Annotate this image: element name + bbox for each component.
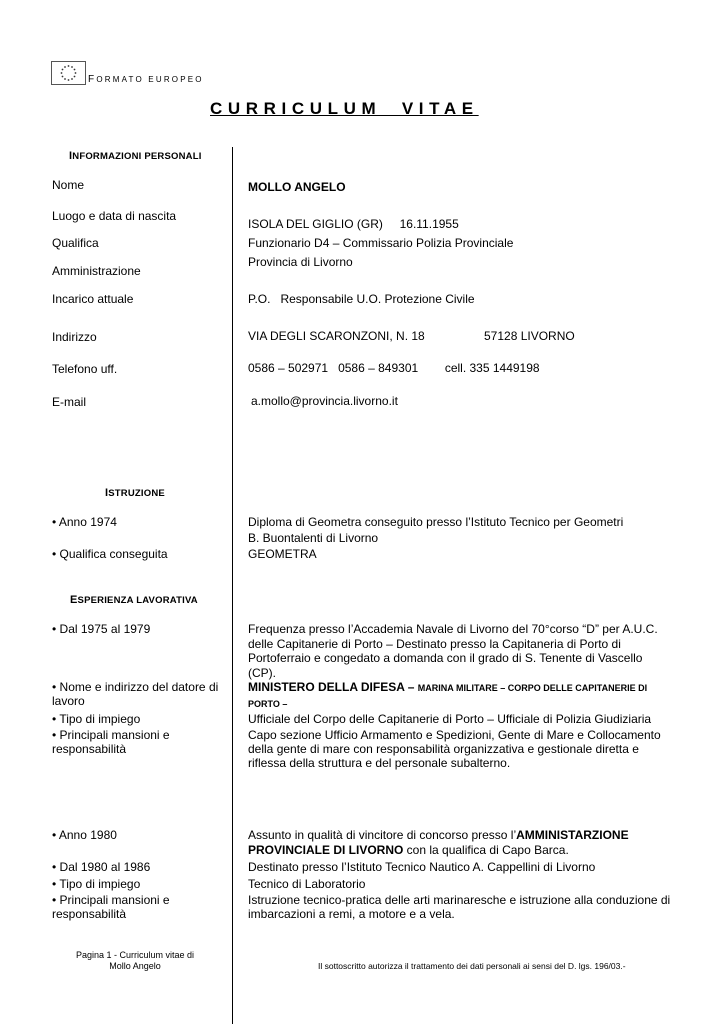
luogo-value: ISOLA DEL GIGLIO (GR) 16.11.1955	[248, 217, 459, 231]
education-qualifica-label: • Qualifica conseguita	[52, 547, 168, 561]
e2-anno-pre: Assunto in qualità di vincitore di concorso presso l’	[248, 828, 517, 842]
heading-rest: SPERIENZA LAVORATIVA	[77, 595, 198, 606]
indirizzo-city: 57128 LIVORNO	[484, 329, 575, 343]
nome-value: MOLLO ANGELO	[248, 180, 346, 194]
e2-mansioni-value: Istruzione tecnico-pratica delle arti marinaresche e istruzione alla conduzione di imbarcazioni a remi, a motore e a vela.	[248, 893, 671, 921]
indirizzo-street: VIA DEGLI SCARONZONI, N. 18	[248, 329, 425, 343]
e2-anno-bold: AMMINISTARZIONE PROVINCIALE DI LIVORNO	[248, 828, 629, 857]
education-anno-value: Diploma di Geometra conseguito presso l’Istituto Tecnico per Geometri	[248, 515, 624, 529]
heading-initial: E	[70, 594, 78, 606]
telefono-value: 0586 – 502971 0586 – 849301 cell. 335 1449198	[248, 361, 540, 375]
e1-employer-dash: –	[404, 680, 418, 694]
column-divider	[232, 147, 233, 1024]
luogo-label: Luogo e data di nascita	[52, 209, 177, 223]
heading-initial: I	[105, 487, 109, 499]
formato-europeo-label	[88, 74, 204, 85]
section-heading-personal	[69, 150, 202, 162]
e1-employer-sub: MARINA MILITARE – CORPO DELLE CAPITANERIE DI PORTO –	[248, 683, 648, 709]
e1-mansioni-label: • Principali mansioni e responsabilità	[52, 728, 170, 756]
heading-initial: I	[69, 150, 73, 162]
indirizzo-label: Indirizzo	[52, 330, 97, 344]
e2-anno-label: • Anno 1980	[52, 828, 117, 842]
eu-flag-logo	[51, 61, 86, 85]
e2-anno-value	[248, 828, 668, 857]
amministrazione-value: Provincia di Livorno	[248, 255, 353, 269]
e2-mansioni-label: • Principali mansioni e responsabilità	[52, 893, 170, 921]
e2-period-label: • Dal 1980 al 1986	[52, 860, 151, 874]
telefono-label: Telefono uff.	[52, 362, 118, 376]
education-anno-value-2: B. Buontalenti di Livorno	[248, 531, 379, 545]
footer-page-line-1: Pagina 1 - Curriculum vitae di	[75, 950, 195, 960]
incarico-value: P.O. Responsabile U.O. Protezione Civile	[248, 292, 475, 306]
e1-period-label: • Dal 1975 al 1979	[52, 622, 151, 636]
e1-mansioni-value: Capo sezione Ufficio Armamento e Spedizioni, Gente di Mare e Collocamento della gente di mare con responsabilità organizzativa e gestionale diretta e riflessa della struttura e del personale subalterno.	[248, 728, 661, 770]
email-label: E-mail	[52, 395, 87, 409]
formato-rest: ORMATO EUROPEO	[96, 75, 204, 84]
footer-page-line-2: Mollo Angelo	[109, 961, 161, 971]
formato-initial: F	[88, 74, 97, 85]
eu-stars-icon	[52, 62, 85, 84]
e2-tipo-label: • Tipo di impiego	[52, 877, 141, 891]
e1-employer-value	[248, 680, 678, 712]
section-heading-experience	[70, 594, 198, 606]
amministrazione-label: Amministrazione	[52, 264, 141, 278]
e2-period-value: Destinato presso l’Istituto Tecnico Nautico A. Cappellini di Livorno	[248, 860, 596, 874]
e1-period-value: Frequenza presso l’Accademia Navale di Livorno del 70°corso “D” per A.U.C. delle Capitanerie di Porto – Destinato presso la Capitaneria di Porto di Portoferraio e congedato a domanda con il grado di S. Tenente di Vascello (CP).	[248, 622, 658, 680]
email-link[interactable]: a.mollo@provincia.livorno.it	[251, 394, 398, 408]
education-anno-label: • Anno 1974	[52, 515, 117, 529]
footer-page-info	[60, 950, 210, 972]
e2-anno-post: con la qualifica di Capo Barca.	[403, 842, 569, 857]
e1-employer-label: • Nome e indirizzo del datore di lavoro	[52, 680, 219, 708]
incarico-label: Incarico attuale	[52, 292, 134, 306]
footer-privacy-note: Il sottoscritto autorizza il trattamento dei dati personali ai sensi del D. lgs. 196/03.-	[318, 961, 626, 971]
page-title: CURRICULUM VITAE	[210, 99, 479, 118]
qualifica-value: Funzionario D4 – Commissario Polizia Provinciale	[248, 236, 514, 250]
section-heading-education	[105, 487, 165, 499]
nome-label: Nome	[52, 178, 85, 192]
education-qualifica-value: GEOMETRA	[248, 547, 317, 561]
e1-tipo-value: Ufficiale del Corpo delle Capitanerie di Porto – Ufficiale di Polizia Giudiziaria	[248, 712, 652, 726]
e2-tipo-value: Tecnico di Laboratorio	[248, 877, 366, 891]
heading-rest: NFORMAZIONI PERSONALI	[72, 151, 202, 162]
e1-employer-main: MINISTERO DELLA DIFESA	[248, 680, 405, 694]
qualifica-label: Qualifica	[52, 236, 99, 250]
heading-rest: STRUZIONE	[108, 488, 165, 499]
e1-tipo-label: • Tipo di impiego	[52, 712, 141, 726]
